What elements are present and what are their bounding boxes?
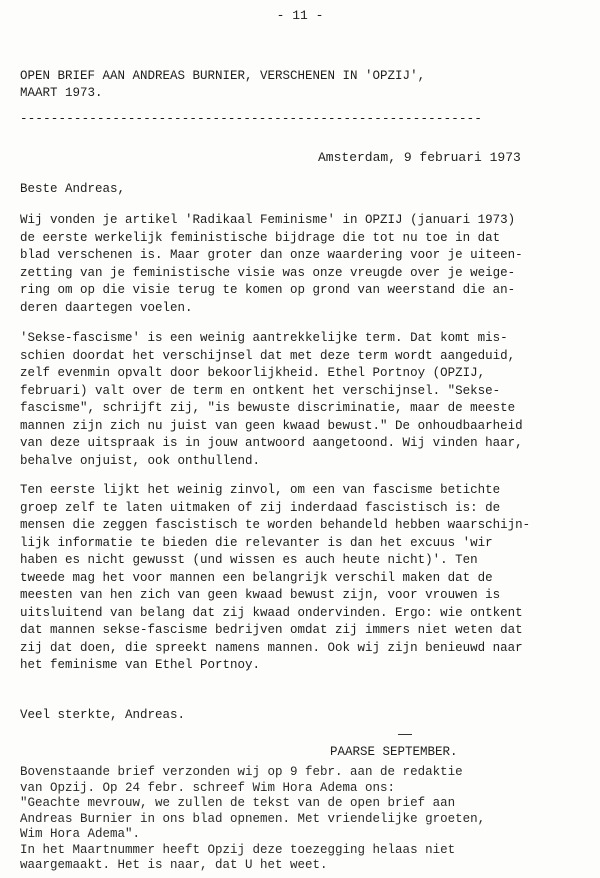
- text-line: ring om op die visie terug te komen op grond van weerstand die an-: [20, 283, 516, 297]
- text-line: schien doordat het verschijnsel dat met deze term wordt aangeduid,: [20, 348, 516, 363]
- text-line: dat mannen sekse-fascisme bedrijven omdat zij immers niet weten dat: [20, 623, 523, 637]
- note-line: "Geachte mevrouw, we zullen de tekst van de open brief aan: [20, 796, 456, 810]
- text-line: meesten van hen zich van geen kwaad bewust zijn, voor vrouwen is: [20, 588, 501, 602]
- text-line: behalve onjuist, ook onthullend.: [20, 453, 261, 468]
- note-line: Wim Hora Adema".: [20, 827, 141, 841]
- text-line: blad verschenen is. Maar groter dan onze waardering voor je uiteen-: [20, 248, 523, 262]
- letter-date: Amsterdam, 9 februari 1973: [318, 150, 521, 165]
- text-line: haben es nicht gewusst (und wissen es auch heute nicht)'. Ten: [20, 553, 478, 567]
- text-line: mensen die zeggen fascistisch te worden behandeld hebben waarschijn-: [20, 518, 531, 532]
- note-line: waargemaakt. Het is naar, dat U het weet.: [20, 858, 328, 872]
- text-line: de eerste werkelijk feministische bijdrage die tot nu toe in dat: [20, 230, 501, 245]
- note-line: In het Maartnummer heeft Opzij deze toezegging helaas niet: [20, 842, 456, 857]
- text-line: het feminisme van Ethel Portnoy.: [20, 658, 261, 672]
- text-line: zetting van je feministische visie was onze vreugde over je weige-: [20, 265, 516, 280]
- text-line: februari) valt over de term en ontkent het verschijnsel. "Sekse-: [20, 383, 501, 398]
- text-line: zelf evenmin opvalt door bekoorlijkheid. Ethel Portnoy (OPZIJ,: [20, 366, 486, 380]
- document-heading: [20, 68, 425, 102]
- page-number: - 11 -: [276, 8, 324, 23]
- text-line: 'Sekse-fascisme' is een weinig aantrekkelijke term. Dat komt mis-: [20, 331, 508, 345]
- note-line: Andreas Burnier in ons blad opnemen. Met vriendelijke groeten,: [20, 811, 486, 826]
- text-line: deren daartegen voelen.: [20, 300, 193, 315]
- separator-line: ------------------------------------------------------------: [20, 112, 483, 126]
- text-line: Ten eerste lijkt het weinig zinvol, om een van fascisme betichte: [20, 483, 501, 497]
- heading-line: MAART 1973.: [20, 86, 103, 100]
- text-line: Wij vonden je artikel 'Radikaal Feminisme' in OPZIJ (januari 1973): [20, 213, 516, 227]
- letter-signature: PAARSE SEPTEMBER.: [330, 745, 458, 759]
- text-line: groep zelf te laten uitmaken of zij inderdaad fascistisch is: de: [20, 500, 501, 515]
- letter-paragraph-2: [20, 330, 585, 470]
- postscript-note: [20, 765, 590, 874]
- text-line: tweede mag het voor mannen een belangrijk verschil maken dat de: [20, 570, 493, 585]
- letter-closing: Veel sterkte, Andreas.: [20, 708, 186, 722]
- signature-mark: [398, 734, 412, 735]
- note-line: Bovenstaande brief verzonden wij op 9 febr. aan de redaktie: [20, 765, 463, 779]
- letter-paragraph-3: [20, 482, 585, 675]
- text-line: zij dat doen, die spreekt namens mannen. Ook wij zijn benieuwd naar: [20, 640, 523, 655]
- heading-line: OPEN BRIEF AAN ANDREAS BURNIER, VERSCHENEN IN 'OPZIJ',: [20, 69, 426, 83]
- note-line: van Opzij. Op 24 febr. schreef Wim Hora Adema ons:: [20, 780, 396, 795]
- text-line: fascisme", schrijft zij, "is bewuste discriminatie, maar de meeste: [20, 401, 516, 415]
- letter-paragraph-1: [20, 212, 585, 317]
- text-line: lijk informatie te bieden die relevanter is dan het excuus 'wir: [20, 535, 493, 550]
- text-line: uitsluitend van belang dat zij kwaad ondervinden. Ergo: wie ontkent: [20, 605, 523, 620]
- letter-greeting: Beste Andreas,: [20, 182, 126, 196]
- text-line: van deze uitspraak is in jouw antwoord aangetoond. Wij vinden haar,: [20, 436, 523, 450]
- text-line: mannen zijn zich nu juist van geen kwaad bewust." De onhoudbaarheid: [20, 418, 523, 433]
